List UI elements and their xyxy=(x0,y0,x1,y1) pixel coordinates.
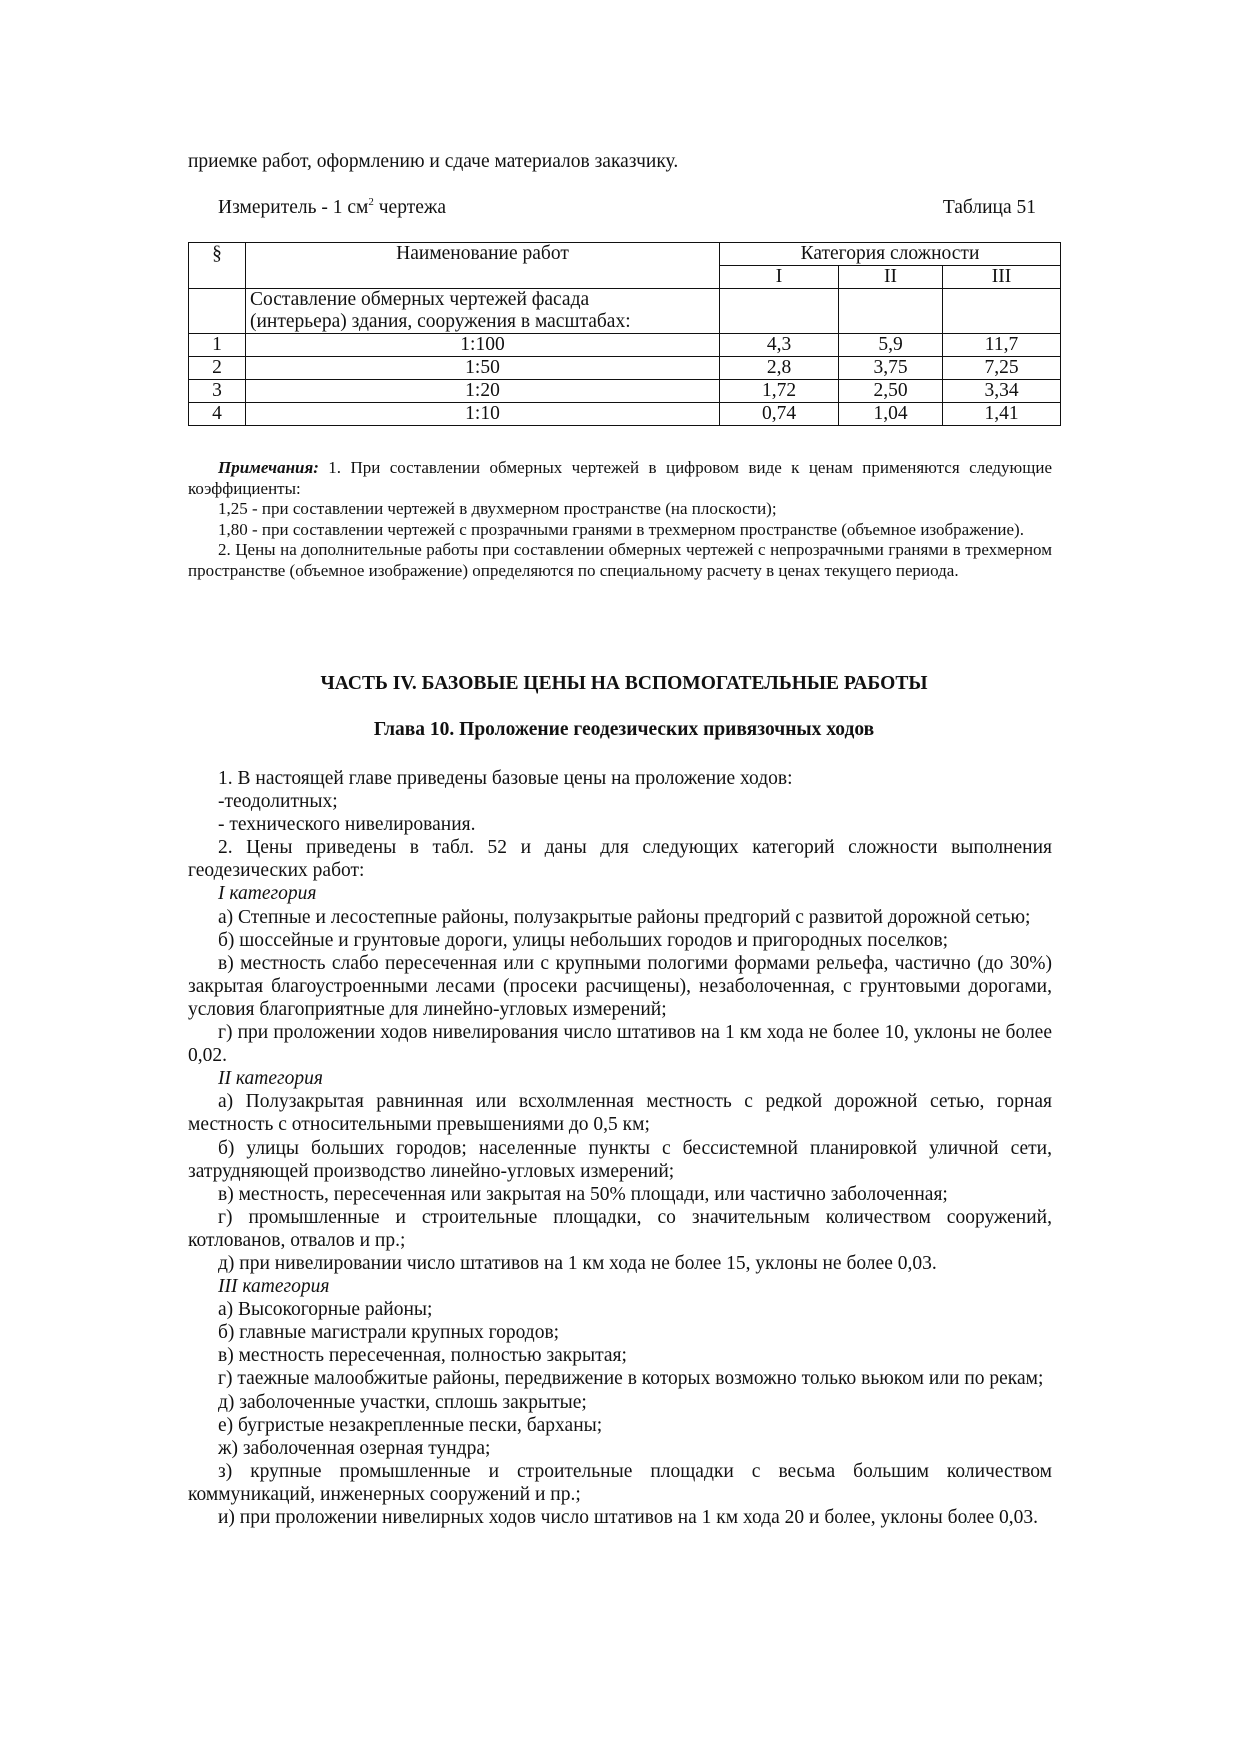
part-heading: ЧАСТЬ IV. БАЗОВЫЕ ЦЕНЫ НА ВСПОМОГАТЕЛЬНЫЕ РАБОТЫ xyxy=(320,673,928,694)
chapter-body xyxy=(188,767,1052,1529)
list-item: б) шоссейные и грунтовые дороги, улицы небольших городов и пригородных поселков; xyxy=(218,929,949,951)
list-item: г) промышленные и строительные площадки, со значительным количеством сооружений, котлованов, отвалов и пр.; xyxy=(188,1206,1052,1251)
table-caption-line xyxy=(218,196,1036,220)
category-heading: III категория xyxy=(218,1276,330,1298)
table-number: Таблица 51 xyxy=(942,197,1036,218)
header-section: § xyxy=(189,243,246,289)
list-item: е) бугристые незакрепленные пески, барханы; xyxy=(218,1414,603,1436)
chapter-heading: Глава 10. Проложение геодезических привязочных ходов xyxy=(373,719,875,740)
table-notes xyxy=(188,458,1052,582)
body-paragraph: 1. В настоящей главе приведены базовые цены на проложение ходов: xyxy=(218,768,793,789)
header-cat-1: I xyxy=(720,266,839,289)
category-heading: II категория xyxy=(218,1068,323,1090)
body-paragraph: -теодолитных; xyxy=(218,791,338,813)
list-item: а) Полузакрытая равнинная или всхолмленная местность с редкой дорожной сетью, горная местность с относительными превышениями до 0,5 км; xyxy=(188,1091,1052,1136)
category-heading: I категория xyxy=(218,883,317,905)
note-2: 2. Цены на дополнительные работы при составлении обмерных чертежей с непрозрачными гранями в трехмерном пространстве (объемное изображение) определяются по специальному расчету в ценах текущего периода. xyxy=(188,540,1052,580)
list-item: г) таежные малообжитые районы, передвижение в которых возможно только вьюком или по рекам; xyxy=(218,1368,1044,1390)
table-row: 4 1:10 0,74 1,04 1,41 xyxy=(189,403,1061,426)
list-item: в) местность слабо пересеченная или с крупными пологими формами рельефа, частично (до 30%) закрытая благоустроенными лесами (просеки расчищены), незаболоченная, с грунтовыми дорогами, условия благоприятные для линейно-угловых измерений; xyxy=(188,952,1052,1020)
list-item: г) при проложении ходов нивелирования число штативов на 1 км хода не более 10, уклоны не более 0,02. xyxy=(188,1022,1052,1067)
intro-text: приемке работ, оформлению и сдаче материалов заказчику. xyxy=(188,151,679,172)
list-item: з) крупные промышленные и строительные площадки с весьма большим количеством коммуникаций, инженерных сооружений и пр.; xyxy=(188,1460,1052,1505)
list-item: д) заболоченные участки, сплошь закрытые; xyxy=(218,1391,587,1413)
group-label: Составление обмерных чертежей фасада (интерьера) здания, сооружения в масштабах: xyxy=(246,289,720,334)
list-item: а) Высокогорные районы; xyxy=(218,1299,433,1321)
list-item: и) при проложении нивелирных ходов число штативов на 1 км хода 20 и более, уклоны более 0,03. xyxy=(218,1507,1038,1528)
list-item: д) при нивелировании число штативов на 1 км хода не более 15, уклоны не более 0,03. xyxy=(218,1252,937,1274)
header-cat-2: II xyxy=(839,266,943,289)
note-1: Примечания: 1. При составлении обмерных чертежей в цифровом виде к ценам применяются следующие коэффициенты: xyxy=(188,458,1052,498)
list-item: в) местность пересеченная, полностью закрытая; xyxy=(218,1345,627,1367)
list-item: б) улицы больших городов; населенные пункты с бессистемной планировкой уличной сети, затрудняющей производство линейно-угловых измерений; xyxy=(188,1137,1052,1182)
header-cat-3: III xyxy=(943,266,1061,289)
header-category: Категория сложности xyxy=(720,243,1061,266)
table-row: 3 1:20 1,72 2,50 3,34 xyxy=(189,380,1061,403)
body-paragraph: 2. Цены приведены в табл. 52 и даны для следующих категорий сложности выполнения геодезических работ: xyxy=(188,837,1052,882)
list-item: а) Степные и лесостепные районы, полузакрытые районы предгорий с развитой дорожной сетью; xyxy=(218,906,1031,928)
header-work-name: Наименование работ xyxy=(246,243,720,289)
table-row: 1 1:100 4,3 5,9 11,7 xyxy=(189,334,1061,357)
measure-label: Измеритель - 1 $см^2$ чертежа xyxy=(218,196,446,218)
list-item: в) местность, пересеченная или закрытая на 50% площади, или частично заболоченная; xyxy=(218,1183,948,1205)
table-row: 2 1:50 2,8 3,75 7,25 xyxy=(189,357,1061,380)
price-table-51 xyxy=(188,242,1061,426)
list-item: ж) заболоченная озерная тундра; xyxy=(218,1437,491,1459)
note-coef-1: 1,25 - при составлении чертежей в двухмерном пространстве (на плоскости); xyxy=(218,499,777,519)
body-paragraph: - технического нивелирования. xyxy=(218,814,476,836)
note-coef-2: 1,80 - при составлении чертежей с прозрачными гранями в трехмерном пространстве (объемное изображение). xyxy=(218,519,1024,539)
list-item: б) главные магистрали крупных городов; xyxy=(218,1322,560,1344)
